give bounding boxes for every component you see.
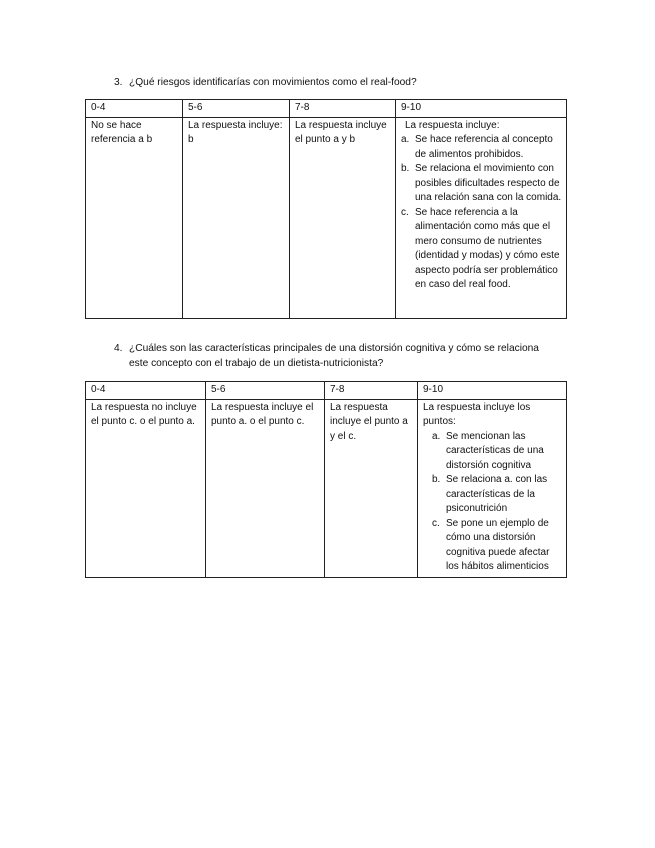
criteria-cell-0-4	[86, 117, 183, 318]
rubric-table-question-4	[85, 381, 567, 578]
table-row	[86, 117, 567, 318]
criteria-cell-9-10	[396, 117, 567, 318]
header-cell-9-10: 9-10	[418, 382, 567, 400]
criteria-text: La respuesta no incluye el punto c. o el punto a.	[91, 401, 197, 427]
criteria-cell-9-10	[418, 399, 567, 577]
list-item-text: Se hace referencia a la alimentación como más que el mero consumo de nutrientes (identidad y modas) y cómo este aspecto podría ser problemático en caso del real food.	[415, 206, 560, 290]
list-marker: a.	[432, 430, 441, 442]
criteria-intro: La respuesta incluye:	[405, 119, 500, 131]
list-item-text: Se pone un ejemplo de cómo una distorsión cognitiva puede afectar los hábitos alimenticios	[446, 517, 550, 572]
header-cell-0-4: 0-4	[86, 100, 183, 118]
list-item-text: Se hace referencia al concepto de alimentos prohibidos.	[415, 134, 553, 160]
question-4	[114, 342, 564, 374]
criteria-text: La respuesta incluye:	[188, 119, 283, 131]
list-marker: a.	[401, 134, 410, 145]
list-marker: b.	[401, 163, 410, 174]
list-item-text: Se mencionan las características de una distorsión cognitiva	[446, 430, 544, 471]
criteria-text: La respuesta incluye el punto a. o el punto c.	[211, 401, 314, 427]
criteria-text: No se hace referencia a b	[91, 119, 153, 145]
question-4-number: 4.	[114, 343, 123, 354]
criteria-text: La respuesta incluye el punto a y b	[295, 119, 387, 145]
criteria-cell-7-8	[325, 399, 418, 577]
table-header-row	[86, 100, 567, 118]
list-marker: b.	[432, 474, 441, 485]
question-3-number: 3.	[114, 77, 123, 88]
list-item	[401, 133, 562, 162]
criteria-text: La respuesta incluye el punto a y el c.	[330, 401, 408, 442]
list-item	[423, 473, 562, 517]
list-marker: c.	[432, 517, 440, 529]
header-cell-7-8: 7-8	[325, 382, 418, 400]
list-item	[423, 517, 562, 575]
header-cell-5-6: 5-6	[206, 382, 325, 400]
header-cell-9-10: 9-10	[396, 100, 567, 118]
question-4-text: ¿Cuáles son las características principales de una distorsión cognitiva y cómo se relaciona este concepto con el trabajo de un dietista-nutricionista?	[129, 343, 539, 369]
criteria-cell-0-4	[86, 399, 206, 577]
criteria-text: b	[188, 134, 194, 145]
criteria-cell-5-6	[183, 117, 290, 318]
list-marker: c.	[401, 206, 409, 218]
criteria-list	[401, 133, 562, 293]
list-item-text: Se relaciona el movimiento con posibles dificultades respecto de una relación sana con la comida.	[415, 163, 562, 203]
header-cell-7-8: 7-8	[290, 100, 396, 118]
list-item	[401, 162, 562, 206]
table-header-row	[86, 382, 567, 400]
header-cell-5-6: 5-6	[183, 100, 290, 118]
list-item	[401, 206, 562, 293]
header-cell-0-4: 0-4	[86, 382, 206, 400]
criteria-cell-7-8	[290, 117, 396, 318]
criteria-list	[423, 430, 562, 575]
list-item	[423, 430, 562, 474]
table-row	[86, 399, 567, 577]
question-3	[114, 76, 554, 92]
criteria-cell-5-6	[206, 399, 325, 577]
rubric-table-question-3	[85, 99, 567, 319]
list-item-text: Se relaciona a. con las características de la psiconutrición	[446, 474, 548, 514]
question-3-text: ¿Qué riesgos identificarías con movimientos como el real-food?	[129, 77, 417, 88]
criteria-intro: La respuesta incluye los puntos:	[423, 401, 531, 427]
